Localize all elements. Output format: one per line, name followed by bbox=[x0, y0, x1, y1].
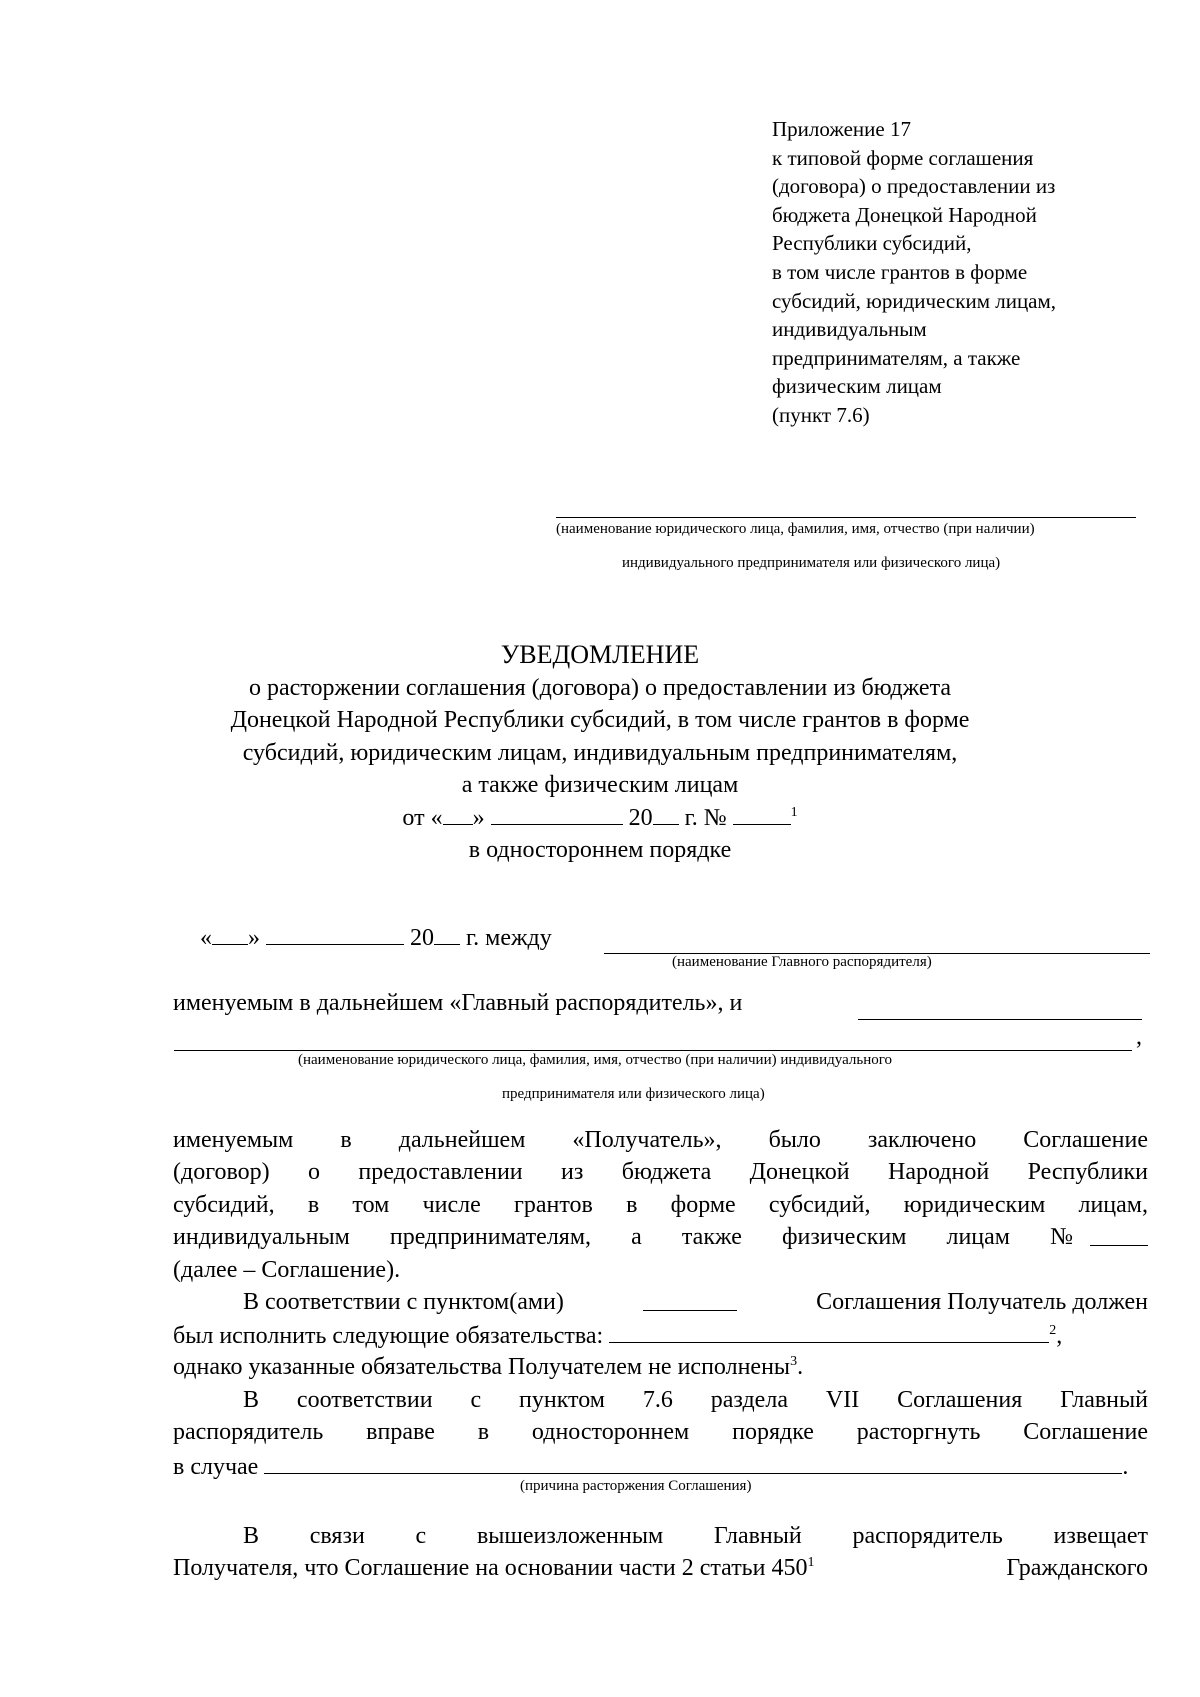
text-line bbox=[173, 1449, 1148, 1481]
day-field[interactable] bbox=[443, 802, 473, 825]
agreement-year-field[interactable] bbox=[434, 922, 460, 945]
main-manager-caption: (наименование Главного распорядителя) bbox=[672, 954, 932, 970]
title-line: а также физическим лицам bbox=[461, 772, 739, 798]
recipient-caption: (наименование юридического лица, фамилия, имя, отчество (при наличии) bbox=[556, 521, 1035, 537]
notice-mode: в одностороннем порядке bbox=[468, 837, 732, 863]
appendix-line: Приложение 17 bbox=[772, 117, 911, 141]
comma: , bbox=[1136, 1024, 1142, 1050]
footnote-marker: 1 bbox=[807, 1555, 815, 1571]
paragraph-obligations bbox=[173, 1286, 1148, 1383]
text-line-part: индивидуальным предпринимателям, а также физическим лицам № bbox=[173, 1224, 1073, 1251]
footnote-marker: 2 bbox=[1049, 1323, 1057, 1339]
appendix-line: Республики субсидий, bbox=[772, 231, 972, 256]
quote-open: « bbox=[200, 925, 212, 951]
appendix-line: предпринимателям, а также bbox=[772, 345, 1021, 370]
paragraph-termination-right bbox=[173, 1384, 1148, 1481]
recipient-field-line-1[interactable] bbox=[858, 1019, 1142, 1020]
recipient-caption: индивидуального предпринимателя или физического лица) bbox=[622, 555, 1001, 571]
agreement-number-field[interactable] bbox=[1090, 1221, 1148, 1246]
recipient-full-caption: (наименование юридического лица, фамилия, имя, отчество (при наличии) индивидуального bbox=[298, 1052, 893, 1068]
appendix-line: (договора) о предоставлении из bbox=[772, 174, 1056, 199]
year-prefix: 20 bbox=[628, 804, 653, 831]
recipient-name-field-line[interactable] bbox=[556, 517, 1136, 518]
text-line-part: Гражданского bbox=[1006, 1555, 1148, 1582]
paragraph-notification bbox=[173, 1520, 1148, 1585]
appendix-reference bbox=[772, 115, 1152, 430]
termination-reason-caption: (причина расторжения Соглашения) bbox=[520, 1478, 752, 1494]
text-line bbox=[173, 1318, 1148, 1350]
appendix-line: субсидий, юридическим лицам, bbox=[772, 288, 1057, 313]
obligations-field[interactable] bbox=[609, 1318, 1049, 1343]
text-line: (договор) о предоставлении из бюджета Донецкой Народной Республики bbox=[173, 1159, 1148, 1186]
text-line bbox=[173, 1351, 1148, 1383]
recipient-field-line-2[interactable] bbox=[174, 1050, 1132, 1051]
text-line bbox=[173, 1552, 1148, 1584]
text-line: распорядитель вправе в одностороннем порядке расторгнуть Соглашение bbox=[173, 1419, 1148, 1446]
text-line-part: в случае bbox=[173, 1453, 259, 1480]
title-line: о расторжении соглашения (договора) о предоставлении из бюджета bbox=[248, 674, 951, 701]
text-line-part: однако указанные обязательства Получателем не исполнены bbox=[173, 1353, 791, 1380]
agreement-month-field[interactable] bbox=[266, 922, 404, 945]
title-line: субсидий, юридическим лицам, индивидуальным предпринимателям, bbox=[242, 739, 958, 766]
appendix-line: (пункт 7.6) bbox=[772, 402, 870, 427]
footnote-marker: 3 bbox=[790, 1353, 798, 1369]
text-line-part: был исполнить следующие обязательства: bbox=[173, 1323, 604, 1350]
title-line: Донецкой Народной Республики субсидий, в том числе грантов в форме bbox=[230, 707, 970, 733]
text-line: В связи с вышеизложенным Главный распорядитель извещает bbox=[243, 1523, 1148, 1549]
text-line: (далее – Соглашение). bbox=[173, 1256, 401, 1283]
appendix-line: физическим лицам bbox=[772, 374, 942, 399]
text-line bbox=[173, 1221, 1148, 1253]
clause-number-field[interactable] bbox=[643, 1286, 737, 1311]
dot: . bbox=[1122, 1453, 1129, 1480]
named-main-manager-text: именуемым в дальнейшем «Главный распорядитель», и bbox=[173, 990, 743, 1016]
date-prefix: от « bbox=[402, 804, 443, 831]
agreement-date-line bbox=[200, 922, 552, 952]
text-line bbox=[173, 1286, 1148, 1318]
dot: . bbox=[797, 1353, 804, 1380]
date-quote: » bbox=[472, 804, 485, 831]
number-label: г. № bbox=[684, 804, 727, 831]
text-line: именуемым в дальнейшем «Получатель», было заключено Соглашение bbox=[173, 1127, 1148, 1153]
quote-close: » bbox=[248, 925, 260, 951]
recipient-full-caption: предпринимателя или физического лица) bbox=[502, 1086, 765, 1102]
text-line-part bbox=[173, 1552, 814, 1584]
appendix-line: бюджета Донецкой Народной bbox=[772, 202, 1037, 227]
number-field[interactable] bbox=[733, 802, 791, 825]
comma: , bbox=[1056, 1323, 1063, 1350]
text-line-part: Получателя, что Соглашение на основании части 2 статьи 450 bbox=[173, 1555, 808, 1582]
text-line: субсидий, в том числе грантов в форме субсидий, юридическим лицам, bbox=[173, 1191, 1148, 1218]
termination-reason-field[interactable] bbox=[264, 1449, 1122, 1474]
year-field[interactable] bbox=[653, 802, 679, 825]
agreement-year-prefix: 20 bbox=[410, 925, 434, 951]
month-field[interactable] bbox=[491, 802, 623, 825]
between-label: г. между bbox=[466, 925, 552, 951]
agreement-day-field[interactable] bbox=[212, 922, 248, 945]
text-line: В соответствии с пунктом 7.6 раздела VII Соглашения Главный bbox=[243, 1387, 1148, 1413]
paragraph-agreement bbox=[173, 1124, 1148, 1286]
appendix-line: индивидуальным bbox=[772, 317, 927, 342]
footnote-marker: 1 bbox=[790, 804, 798, 820]
notice-date-line bbox=[0, 802, 1200, 835]
text-line-part: Соглашения Получатель должен bbox=[816, 1289, 1148, 1315]
text-line-part: В соответствии с пунктом(ами) bbox=[243, 1289, 564, 1315]
notice-heading: УВЕДОМЛЕНИЕ bbox=[500, 640, 700, 669]
appendix-line: в том числе грантов в форме bbox=[772, 259, 1028, 284]
appendix-line: к типовой форме соглашения bbox=[772, 145, 1034, 170]
notice-title-block bbox=[0, 639, 1200, 867]
